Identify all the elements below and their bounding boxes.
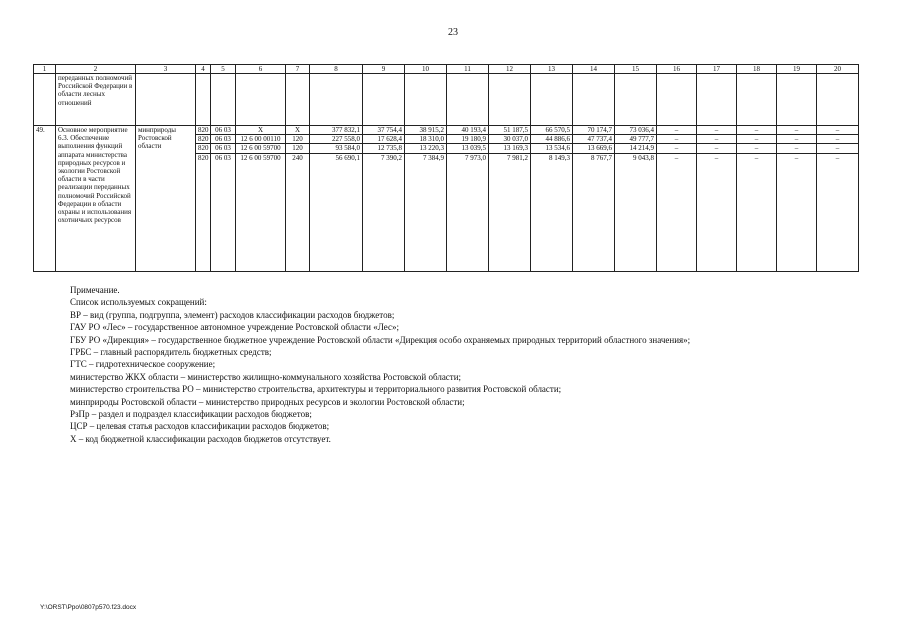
value-cell: – xyxy=(697,135,737,144)
value-cell: – xyxy=(777,153,817,271)
header-cell: 20 xyxy=(817,65,859,74)
note-item: X – код бюджетной классификации расходов бюджетов отсутствует. xyxy=(70,433,331,444)
value-cell: 7 981,2 xyxy=(489,153,531,271)
value-cell: 8 149,3 xyxy=(531,153,573,271)
grbs-cell: 820 xyxy=(196,153,211,271)
value-cell: 9 043,8 xyxy=(615,153,657,271)
grbs-cell: 820 xyxy=(196,135,211,144)
header-cell: 14 xyxy=(573,65,615,74)
value-cell: 70 174,7 xyxy=(573,126,615,135)
note-item: ЦСР – целевая статья расходов классификации расходов бюджетов; xyxy=(70,421,330,432)
value-cell: – xyxy=(657,135,697,144)
continuation-text: переданных полномочий Российской Федерации в области лесных отношений xyxy=(56,74,136,126)
notes-section xyxy=(70,284,870,445)
value-cell: 19 180,9 xyxy=(447,135,489,144)
header-cell: 2 xyxy=(56,65,136,74)
note-item: ВР – вид (группа, подгруппа, элемент) расходов классификации расходов бюджетов; xyxy=(70,309,395,320)
note-item: министерство ЖКХ области – министерство жилищно-коммунального хозяйства Ростовской области; xyxy=(70,371,462,382)
value-cell: 377 832,1 xyxy=(310,126,363,135)
header-cell: 15 xyxy=(615,65,657,74)
header-cell: 13 xyxy=(531,65,573,74)
header-cell: 12 xyxy=(489,65,531,74)
notes-title: Примечание. xyxy=(70,285,120,295)
header-cell: 17 xyxy=(697,65,737,74)
budget-table xyxy=(33,64,859,272)
header-cell: 16 xyxy=(657,65,697,74)
value-cell: 30 037,0 xyxy=(489,135,531,144)
value-cell: – xyxy=(737,135,777,144)
value-cell: – xyxy=(657,153,697,271)
grbs-cell: 820 xyxy=(196,144,211,153)
value-cell: 18 310,0 xyxy=(405,135,447,144)
header-cell: 19 xyxy=(777,65,817,74)
vr-cell: 120 xyxy=(286,144,310,153)
header-cell: 7 xyxy=(286,65,310,74)
value-cell: – xyxy=(817,135,859,144)
csr-cell: 12 6 00 59700 xyxy=(236,144,286,153)
notes-subtitle: Список используемых сокращений: xyxy=(70,297,207,308)
value-cell: 66 570,5 xyxy=(531,126,573,135)
value-cell: 13 669,6 xyxy=(573,144,615,153)
value-cell: – xyxy=(777,144,817,153)
vr-cell: 120 xyxy=(286,135,310,144)
csr-cell: 12 6 00 00110 xyxy=(236,135,286,144)
vr-cell: 240 xyxy=(286,153,310,271)
value-cell: 13 220,3 xyxy=(405,144,447,153)
value-cell: 14 214,9 xyxy=(615,144,657,153)
executor: минприроды Ростовской области xyxy=(136,126,196,272)
value-cell: 12 735,8 xyxy=(363,144,405,153)
value-cell: 227 558,0 xyxy=(310,135,363,144)
value-cell: – xyxy=(817,144,859,153)
value-cell: 37 754,4 xyxy=(363,126,405,135)
value-cell: 51 187,5 xyxy=(489,126,531,135)
note-item: ГАУ РО «Лес» – государственное автономное учреждение Ростовской области «Лес»; xyxy=(70,322,399,333)
vr-cell: X xyxy=(286,126,310,135)
header-cell: 8 xyxy=(310,65,363,74)
value-cell: – xyxy=(737,144,777,153)
header-cell: 9 xyxy=(363,65,405,74)
value-cell: – xyxy=(697,126,737,135)
file-path-footer: Y:\ORST\Ppo\0807p570.f23.docx xyxy=(40,604,137,611)
header-cell: 18 xyxy=(737,65,777,74)
note-item: минприроды Ростовской области – министерство природных ресурсов и экологии Ростовской области; xyxy=(70,396,465,407)
rzpr-cell: 06 03 xyxy=(211,153,236,271)
note-item: ГТС – гидротехническое сооружение; xyxy=(70,359,216,370)
value-cell: 38 915,2 xyxy=(405,126,447,135)
value-cell: – xyxy=(697,153,737,271)
note-item: РзПр – раздел и подраздел классификации расходов бюджетов; xyxy=(70,409,312,420)
table-row xyxy=(34,74,859,126)
value-cell: 49 777,7 xyxy=(615,135,657,144)
value-cell: 17 628,4 xyxy=(363,135,405,144)
value-cell: 56 690,1 xyxy=(310,153,363,271)
value-cell: – xyxy=(817,126,859,135)
value-cell: 13 534,6 xyxy=(531,144,573,153)
header-cell: 10 xyxy=(405,65,447,74)
header-cell: 11 xyxy=(447,65,489,74)
value-cell: – xyxy=(657,126,697,135)
value-cell: – xyxy=(777,135,817,144)
note-item: министерство строительства РО – министерство строительства, архитектуры и территориального развития Ростовской области; xyxy=(70,384,562,395)
note-item: ГБУ РО «Дирекция» – государственное бюджетное учреждение Ростовской области «Дирекция особо охраняемых природных территорий областного значения»; xyxy=(70,334,691,345)
value-cell: – xyxy=(737,126,777,135)
value-cell: 13 169,3 xyxy=(489,144,531,153)
value-cell: 8 767,7 xyxy=(573,153,615,271)
value-cell: 7 384,9 xyxy=(405,153,447,271)
grbs-cell: 820 xyxy=(196,126,211,135)
rzpr-cell: 06 03 xyxy=(211,135,236,144)
value-cell: 93 584,0 xyxy=(310,144,363,153)
table-row xyxy=(34,126,859,135)
value-cell: 7 973,0 xyxy=(447,153,489,271)
value-cell: 40 193,4 xyxy=(447,126,489,135)
page-number: 23 xyxy=(448,27,458,38)
value-cell: – xyxy=(817,153,859,271)
csr-cell: 12 6 00 59700 xyxy=(236,153,286,271)
header-cell: 3 xyxy=(136,65,196,74)
header-cell: 1 xyxy=(34,65,56,74)
row-number: 49. xyxy=(34,126,56,272)
value-cell: – xyxy=(697,144,737,153)
value-cell: 44 886,6 xyxy=(531,135,573,144)
header-cell: 5 xyxy=(211,65,236,74)
value-cell: 7 390,2 xyxy=(363,153,405,271)
rzpr-cell: 06 03 xyxy=(211,144,236,153)
value-cell: 47 737,4 xyxy=(573,135,615,144)
activity-name: Основное мероприятие 6.3. Обеспечение выполнения функций аппарата министерства природных ресурсов и экологии Ростовской области в части реализации переданных полномочий Российской Федерации в области охраны и использования охотничьих ресурсов xyxy=(56,126,136,272)
rzpr-cell: 06 03 xyxy=(211,126,236,135)
value-cell: – xyxy=(777,126,817,135)
value-cell: – xyxy=(737,153,777,271)
note-item: ГРБС – главный распорядитель бюджетных средств; xyxy=(70,347,272,358)
value-cell: 13 039,5 xyxy=(447,144,489,153)
table-header-row xyxy=(34,65,859,74)
header-cell: 4 xyxy=(196,65,211,74)
value-cell: 73 036,4 xyxy=(615,126,657,135)
header-cell: 6 xyxy=(236,65,286,74)
value-cell: – xyxy=(657,144,697,153)
csr-cell: X xyxy=(236,126,286,135)
